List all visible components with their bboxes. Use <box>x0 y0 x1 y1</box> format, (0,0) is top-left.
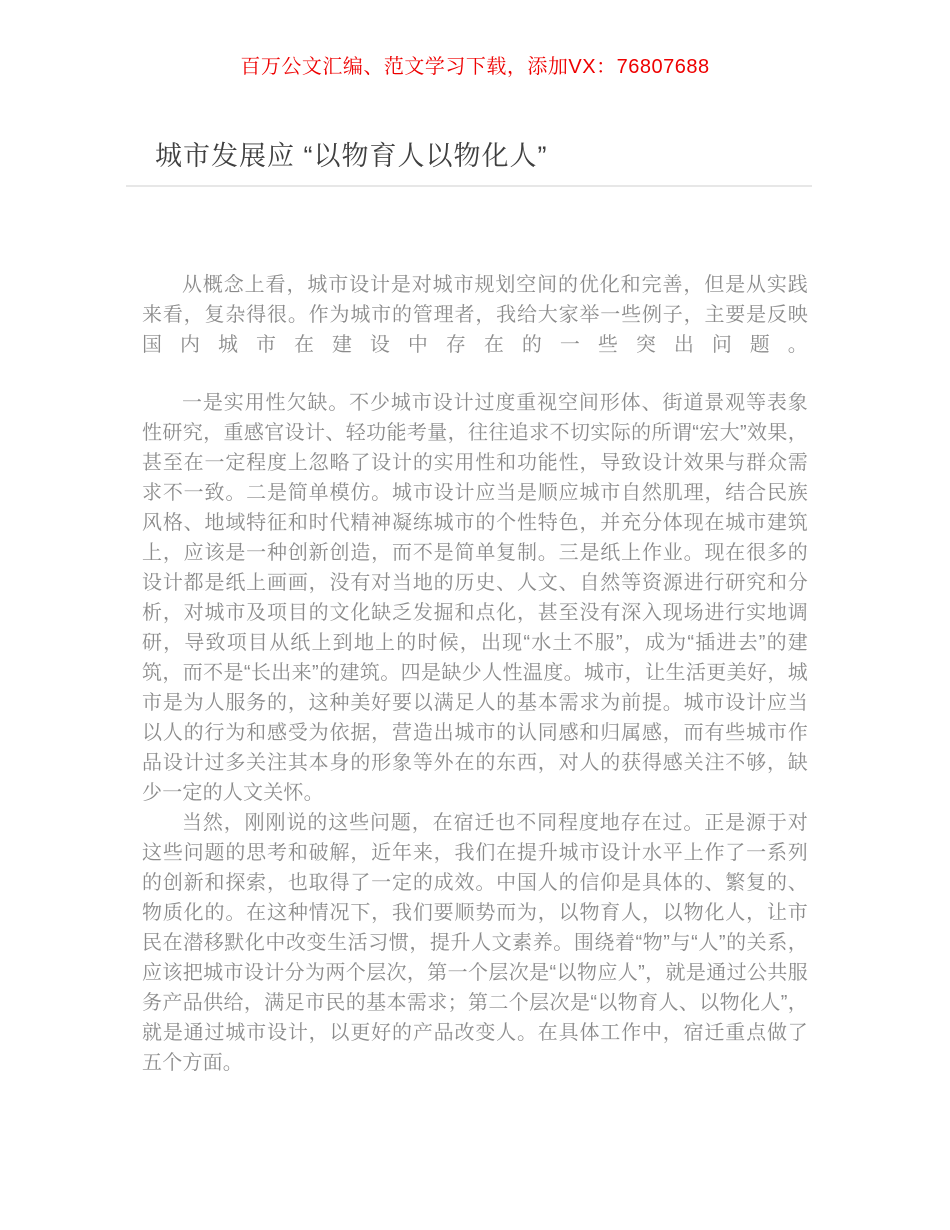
paragraph-conclusion: 当然，刚刚说的这些问题，在宿迁也不同程度地存在过。正是源于对这些问题的思考和破解，近年来，我们在提升城市设计水平上作了一系列的创新和探索，也取得了一定的成效。中国人的信仰是具体的、繁复的、物质化的。在这种情况下，我们要顺势而为，以物育人，以物化人，让市民在潜移默化中改变生活习惯，提升人文素养。围绕着“物”与“人”的关系，应该把城市设计分为两个层次，第一个层次是“以物应人”，就是通过公共服务产品供给，满足市民的基本需求；第二个层次是“以物育人、以物化人”，就是通过城市设计，以更好的产品改变人。在具体工作中，宿迁重点做了五个方面。 <box>142 812 808 1074</box>
title-divider <box>126 185 812 187</box>
paragraph-problems: 一是实用性欠缺。不少城市设计过度重视空间形体、街道景观等表象性研究，重感官设计、轻功能考量，往往追求不切实际的所谓“宏大”效果，甚至在一定程度上忽略了设计的实用性和功能性，导致设计效果与群众需求不一致。二是简单模仿。城市设计应当是顺应城市自然肌理，结合民族风格、地域特征和时代精神凝练城市的个性特色，并充分体现在城市建筑上，应该是一种创新创造，而不是简单复制。三是纸上作业。现在很多的设计都是纸上画画，没有对当地的历史、人文、自然等资源进行研究和分析，对城市及项目的文化缺乏发掘和点化，甚至没有深入现场进行实地调研，导致项目从纸上到地上的时候，出现“水土不服”，成为“插进去”的建筑，而不是“长出来”的建筑。四是缺少人性温度。城市，让生活更美好，城市是为人服务的，这种美好要以满足人的基本需求为前提。城市设计应当以人的行为和感受为依据，营造出城市的认同感和归属感，而有些城市作品设计过多关注其本身的形象等外在的东西，对人的获得感关注不够，缺少一定的人文关怀。 <box>142 392 808 804</box>
article <box>126 79 812 1078</box>
promo-banner-text: 百万公文汇编、范文学习下载，添加VX：76807688 <box>240 56 710 78</box>
paragraph-intro: 从概念上看，城市设计是对城市规划空间的优化和完善，但是从实践来看，复杂得很。作为城市的管理者，我给大家举一些例子，主要是反映国内城市在建设中存在的一些突出问题。 <box>142 274 808 356</box>
page-title: 城市发展应 “以物育人以物化人” <box>155 141 548 171</box>
article-body <box>126 270 812 1078</box>
